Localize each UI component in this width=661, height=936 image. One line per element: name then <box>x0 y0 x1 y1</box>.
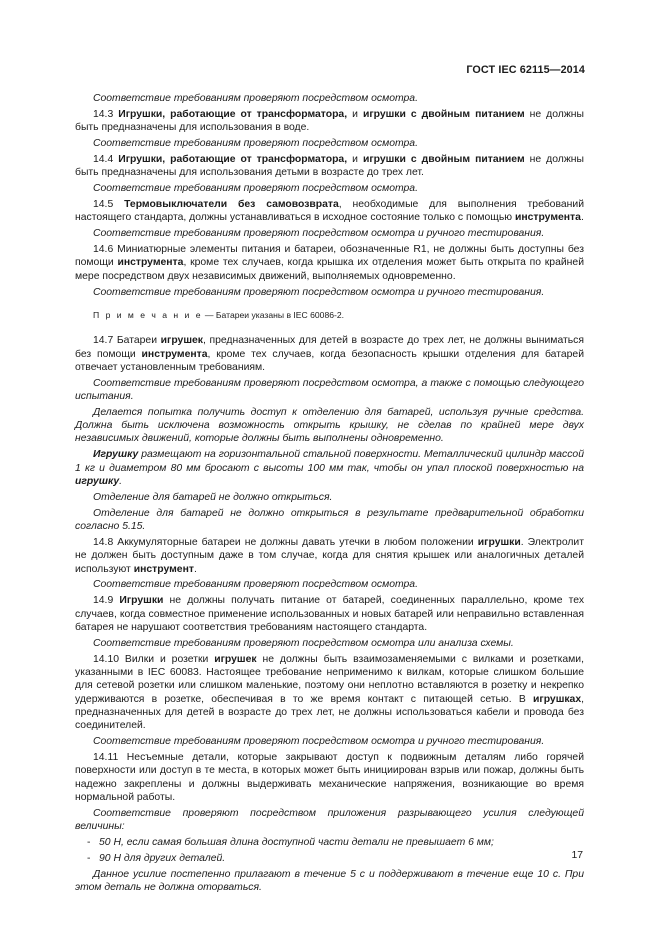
dash-bullet: - <box>87 852 91 864</box>
list-item <box>75 852 584 865</box>
clause-14-10 <box>75 653 584 733</box>
clause-number: 14.5 <box>93 199 114 211</box>
test-text <box>75 448 584 488</box>
note-label: П р и м е ч а н и е <box>93 309 203 320</box>
clause-text: не должны получать питание от батарей, соединенных параллельно, кроме тех случаев, когда совместное применение использованных и новых батарей или неправильно вставленная батарея не нарушают соответствия требованиям настоящего стандарта. <box>75 595 585 633</box>
clause-number: 14.10 <box>93 653 120 665</box>
compliance-text: Соответствие требованиям проверяют посредством осмотра и ручного тестирования. <box>93 736 545 748</box>
clause-number: 14.11 <box>93 751 119 763</box>
test-text: Отделение для батарей не должно открыться. <box>93 491 333 503</box>
list-item-text: 90 Н для других деталей. <box>99 852 226 864</box>
compliance-text: Соответствие требованиям проверяют посредством осмотра. <box>93 183 418 195</box>
term: игрушек <box>214 653 257 665</box>
term: Игрушки <box>119 595 164 607</box>
clause-14-5 <box>75 198 584 225</box>
clause-text: Вилки и розетки <box>124 653 215 665</box>
term: игрушку <box>75 475 120 487</box>
clause-text: Аккумуляторные батареи не должны давать утечки в любом положении <box>117 536 478 548</box>
clause-text: , предназначенных для детей в возрасте до трех лет, не должны выниматься без помощи <box>75 335 584 360</box>
test-text: Делается попытка получить доступ к отделению для батарей, используя ручные средства. Должна быть исключена возможность открыть крышку, не сделав по крайней мере двух независимых движений, которые должны быть выполнены одновременно. <box>75 406 584 445</box>
term: игрушек <box>160 335 203 347</box>
term: игрушках <box>532 693 582 705</box>
term: игрушки с двойным питанием <box>362 153 525 165</box>
term: инструмент <box>133 563 194 575</box>
clause-text: не должны быть предназначены для использования в воде. <box>75 108 585 134</box>
clause-text: не должны быть предназначены для использования детьми в возрасте до трех лет. <box>75 153 585 179</box>
compliance-text: Соответствие проверяют посредством приложения разрывающего усилия следующей величины: <box>75 807 584 833</box>
term: Игрушки, работающие от трансформатора, <box>118 108 348 120</box>
clause-text: , кроме тех случаев, когда крышка их отделения может быть открыта по крайней мере посредством двух независимых движений, выполняемых одновременно. <box>75 257 584 282</box>
term: инструмента <box>117 257 184 269</box>
clause-14-11 <box>75 751 584 804</box>
clause-text: , необходимые для выполнения требований настоящего стандарта, должны устанавливаться в исходное состояние только с помощью <box>75 199 584 224</box>
final-text: Данное усилие постепенно прилагают в течение 5 с и поддерживают в течение еще 10 с. При этом деталь не должна оторваться. <box>75 868 584 893</box>
clause-text: и <box>347 153 363 165</box>
test-text-part: . <box>119 475 123 487</box>
clause-text: Батареи <box>116 335 161 347</box>
dash-bullet: - <box>87 836 91 848</box>
term: Термовыключатели без самовозврата <box>124 199 339 211</box>
term: инструмента <box>514 212 581 224</box>
term: Игрушки, работающие от трансформатора, <box>118 153 348 165</box>
page-number: 17 <box>571 850 583 861</box>
compliance-text: Соответствие требованиям проверяют посредством осмотра. <box>93 93 418 104</box>
document-body <box>75 92 584 897</box>
term: игрушки с двойным питанием <box>362 108 525 120</box>
clause-text: , предназначенных для детей в возрасте до трех лет, не должны использоваться кабели и провода без соединителей. <box>75 693 584 732</box>
term: инструмента <box>141 348 208 360</box>
note-text: — Батареи указаны в IEC 60086-2. <box>202 309 345 320</box>
clause-14-6 <box>75 243 584 283</box>
compliance-text: Соответствие требованиям проверяют посредством осмотра, а также с помощью следующего испытания. <box>75 377 584 402</box>
clause-text: не должны быть взаимозаменяемыми с вилками и розетками, указанными в IEC 60083. Настоящее требование неприменимо к вилкам, которые слишком большие для сетевой розетки или слишком маленькие, поэтому они неплотно вставляются в розетку и некрепко удерживаются в розетке, обеспечивая в то же время контакт с питающей сетью. В <box>75 653 584 705</box>
clause-number: 14.9 <box>93 595 114 607</box>
clause-14-4 <box>75 153 584 180</box>
clause-14-8 <box>75 536 584 576</box>
note <box>75 309 584 322</box>
standard-header: ГОСТ IEC 62115—2014 <box>466 64 585 76</box>
compliance-text: Соответствие требованиям проверяют посредством осмотра и ручного тестирования. <box>93 286 545 298</box>
clause-text: . <box>193 563 197 575</box>
term: игрушки <box>477 536 521 548</box>
clause-text: . Электролит не должен быть доступным даже в том случае, когда для снятия крышек или аналогичных деталей используют <box>75 536 584 575</box>
clause-number: 14.4 <box>93 153 114 165</box>
compliance-text: Соответствие требованиям проверяют посредством осмотра и ручного тестирования. <box>93 228 545 240</box>
clause-number: 14.7 <box>93 335 114 347</box>
clause-text: Несъемные детали, которые закрывают доступ к подвижным деталям либо горячей поверхности или доступ в те места, в которых может быть инициирован взрыв или пожар, должны быть надежно закреплены и должны выдерживать механические напряжения, возникающие во время нормальной работы. <box>75 751 584 803</box>
term: Игрушку <box>93 449 139 461</box>
clause-number: 14.8 <box>93 536 114 548</box>
clause-text: и <box>347 108 363 120</box>
list-item <box>75 836 584 849</box>
clause-14-7 <box>75 334 584 374</box>
compliance-text: Соответствие требованиям проверяют посредством осмотра. <box>93 138 418 150</box>
clause-text: , кроме тех случаев, когда безопасность крышки отделения для батарей отвечает установленным требованиям. <box>75 348 585 373</box>
clause-number: 14.6 <box>93 244 114 256</box>
compliance-text: Соответствие требованиям проверяют посредством осмотра. <box>93 579 418 591</box>
clause-text: Миниатюрные элементы питания и батареи, обозначенные R1, не должны быть доступны без помощи <box>75 244 585 269</box>
clause-number: 14.3 <box>93 108 114 120</box>
test-text: Отделение для батарей не должно открыться в результате предварительной обработки согласно 5.15. <box>75 507 584 533</box>
compliance-text: Соответствие требованиям проверяют посредством осмотра или анализа схемы. <box>93 637 514 649</box>
clause-text: . <box>580 212 584 224</box>
clause-14-9 <box>75 594 584 634</box>
clause-14-3 <box>75 108 584 135</box>
list-item-text: 50 Н, если самая большая длина доступной части детали не превышает 6 мм; <box>99 836 494 848</box>
test-text-part: размещают на горизонтальной стальной поверхности. Металлический цилиндр массой 1 кг и диаметром 80 мм бросают с высоты 100 мм так, чтобы он упал плоской поверхностью на <box>75 449 584 474</box>
